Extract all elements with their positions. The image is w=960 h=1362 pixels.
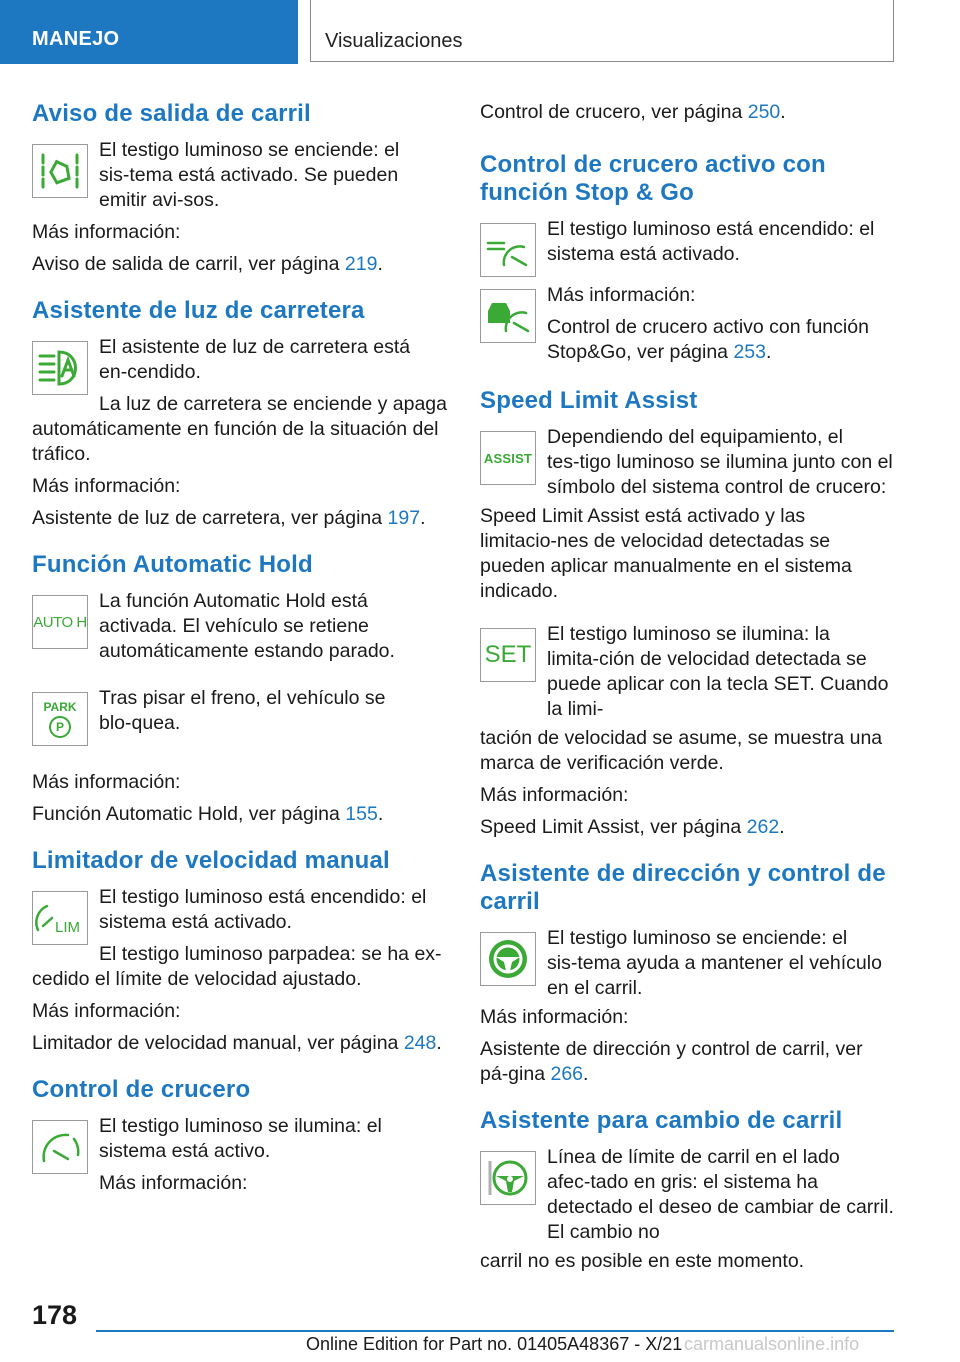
speed-limiter-text2b: cedido el límite de velocidad ajustado. bbox=[32, 968, 362, 990]
page-number: 178 bbox=[32, 1300, 78, 1330]
sla-more: Más información: bbox=[480, 784, 629, 806]
watermark: carmanualsonline.info bbox=[684, 1334, 860, 1354]
speed-limiter-text1: El testigo luminoso está encendido: el sistema está activado. bbox=[99, 886, 427, 933]
acc-ref: Control de crucero activo con función Stop&Go, ver página 253. bbox=[547, 316, 869, 363]
heading-high-beam: Asistente de luz de carretera bbox=[32, 297, 365, 324]
speed-limiter-ref: Limitador de velocidad manual, ver página 248. bbox=[32, 1032, 442, 1054]
lane-departure-warning-icon bbox=[32, 144, 88, 198]
section-cruise bbox=[32, 1076, 450, 1196]
high-beam-text1: El asistente de luz de carretera está en‑cendido. bbox=[99, 336, 411, 383]
steering-more: Más información: bbox=[480, 1006, 629, 1028]
page-link-250[interactable]: 250 bbox=[747, 101, 781, 123]
ref-text: Limitador de velocidad manual, ver página bbox=[32, 1032, 404, 1054]
right-column bbox=[480, 100, 898, 1294]
item-sla-2 bbox=[480, 622, 898, 722]
ref-text: Función Automatic Hold, ver página bbox=[32, 803, 346, 825]
lane-departure-ref: Aviso de salida de carril, ver página 219. bbox=[32, 253, 383, 275]
speed-limiter-icon bbox=[32, 891, 88, 945]
left-column bbox=[32, 100, 450, 1216]
auto-hold-icon-text: AUTO H bbox=[33, 613, 87, 631]
page-link-262[interactable]: 262 bbox=[746, 816, 780, 838]
ref-text: Control de crucero activo con función Stop&Go, ver página bbox=[547, 316, 869, 363]
speed-limiter-more: Más información: bbox=[32, 1000, 181, 1022]
item-lane-departure bbox=[32, 138, 450, 213]
sla-text1a: Dependiendo del equipamiento, el tes‑tigo luminoso se ilumina junto con el símbolo del sistema control de crucero: bbox=[547, 426, 893, 498]
lane-change-text1a: Línea de límite de carril en el lado afec‑tado en gris: el sistema ha detectado el deseo de cambiar de carril. El cambio no bbox=[547, 1146, 894, 1243]
section-lane-departure bbox=[32, 100, 450, 277]
item-steering bbox=[480, 926, 898, 1001]
footer-divider bbox=[96, 1330, 894, 1332]
auto-hold-more: Más información: bbox=[32, 771, 181, 793]
auto-hold-ref: Función Automatic Hold, ver página 155. bbox=[32, 803, 384, 825]
section-label: MANEJO bbox=[32, 28, 120, 50]
ref-text: Asistente de dirección y control de carril, ver pá‑gina bbox=[480, 1038, 863, 1085]
sla-set-icon bbox=[480, 628, 536, 682]
park-brake-icon bbox=[32, 692, 88, 746]
high-beam-more: Más información: bbox=[32, 475, 181, 497]
acc-stop-go-icon bbox=[480, 223, 536, 277]
chapter-title: Visualizaciones bbox=[325, 30, 463, 52]
high-beam-text2b: automáticamente en función de la situación del tráfico. bbox=[32, 418, 439, 465]
sla-ref: Speed Limit Assist, ver página 262. bbox=[480, 816, 785, 838]
heading-sla: Speed Limit Assist bbox=[480, 387, 698, 414]
acc-vehicle-detected-icon bbox=[480, 289, 536, 343]
heading-steering: Asistente de dirección y control de carril bbox=[480, 860, 886, 915]
section-acc bbox=[480, 151, 898, 365]
sla-text2b: tación de velocidad se asume, se muestra una marca de verificación verde. bbox=[480, 727, 883, 774]
acc-more: Más información: bbox=[547, 284, 696, 306]
heading-lane-departure: Aviso de salida de carril bbox=[32, 100, 311, 127]
section-speed-limiter bbox=[32, 847, 450, 1056]
page-link-253[interactable]: 253 bbox=[733, 341, 766, 363]
page-link-155[interactable]: 155 bbox=[345, 803, 378, 825]
item-sla-1 bbox=[480, 425, 898, 500]
sla-icon-text: ASSIST bbox=[483, 450, 533, 466]
page-link-197[interactable]: 197 bbox=[387, 507, 421, 529]
section-tab bbox=[0, 0, 298, 64]
section-high-beam bbox=[32, 297, 450, 531]
page-link-219[interactable]: 219 bbox=[344, 253, 378, 275]
item-lane-change bbox=[480, 1145, 898, 1245]
set-icon-text: SET bbox=[484, 641, 532, 668]
svg-text:LIM: LIM bbox=[55, 919, 81, 936]
cruise-more: Más información: bbox=[99, 1172, 248, 1194]
item-park bbox=[32, 686, 450, 748]
ref-text: Speed Limit Assist, ver página bbox=[480, 816, 747, 838]
item-cruise bbox=[32, 1114, 450, 1196]
page-link-248[interactable]: 248 bbox=[403, 1032, 437, 1054]
ref-text: Aviso de salida de carril, ver página bbox=[32, 253, 345, 275]
speed-limiter-text2a: El testigo luminoso parpadea: se ha ex‑ bbox=[99, 943, 442, 965]
lane-departure-more: Más información: bbox=[32, 221, 181, 243]
steering-ref: Asistente de dirección y control de carril, ver pá‑gina 266. bbox=[480, 1038, 863, 1085]
lane-change-text1b: carril no es posible en este momento. bbox=[480, 1250, 805, 1272]
item-high-beam bbox=[32, 335, 450, 417]
page-link-266[interactable]: 266 bbox=[550, 1063, 584, 1085]
steering-text1a: El testigo luminoso se enciende: el sis‑tema ayuda a mantener el vehículo en el carril. bbox=[547, 927, 882, 999]
ref-text: Control de crucero, ver página bbox=[480, 101, 748, 123]
item-speed-limiter bbox=[32, 885, 450, 967]
cruise-ref: Control de crucero, ver página 250. bbox=[480, 101, 786, 123]
lane-change-icon bbox=[480, 1151, 536, 1205]
section-lane-change bbox=[480, 1107, 898, 1274]
park-icon-letter: P bbox=[55, 719, 64, 734]
high-beam-ref: Asistente de luz de carretera, ver página 197. bbox=[32, 507, 426, 529]
section-steering bbox=[480, 860, 898, 1087]
high-beam-assist-icon bbox=[32, 341, 88, 395]
acc-text1: El testigo luminoso está encendido: el sistema está activado. bbox=[547, 218, 875, 265]
cruise-control-icon bbox=[32, 1120, 88, 1174]
heading-speed-limiter: Limitador de velocidad manual bbox=[32, 847, 390, 874]
sla-text1b: Speed Limit Assist está activado y las limitacio‑nes de velocidad detectadas se pueden aplicar manualmente en el sistema indicado. bbox=[480, 505, 852, 602]
auto-hold-icon bbox=[32, 595, 88, 649]
high-beam-text2a: La luz de carretera se enciende y apaga bbox=[99, 393, 447, 415]
ref-text: Asistente de luz de carretera, ver página bbox=[32, 507, 388, 529]
sla-text2a: El testigo luminoso se ilumina: la limita‑ción de velocidad detectada se puede aplicar con la tecla SET. Cuando la limi‑ bbox=[547, 623, 889, 720]
auto-hold-text2: Tras pisar el freno, el vehículo se blo‑quea. bbox=[99, 687, 386, 734]
section-auto-hold bbox=[32, 551, 450, 827]
heading-auto-hold: Función Automatic Hold bbox=[32, 551, 313, 578]
cruise-text1: El testigo luminoso se ilumina: el sistema está activo. bbox=[99, 1115, 382, 1162]
section-sla bbox=[480, 387, 898, 840]
edition-text: Online Edition for Part no. 01405A48367 - X/21 bbox=[306, 1334, 683, 1354]
steering-assist-icon bbox=[480, 932, 536, 986]
item-auto-hold bbox=[32, 589, 450, 664]
item-acc-1 bbox=[480, 217, 898, 279]
speed-limit-assist-icon bbox=[480, 431, 536, 485]
item-acc-2 bbox=[480, 283, 898, 365]
chapter-header bbox=[310, 0, 894, 62]
park-circle-icon bbox=[49, 716, 71, 738]
heading-cruise: Control de crucero bbox=[32, 1076, 251, 1103]
heading-lane-change: Asistente para cambio de carril bbox=[480, 1107, 843, 1134]
lane-departure-text: El testigo luminoso se enciende: el sis‑tema está activado. Se pueden emitir avi‑sos. bbox=[99, 139, 400, 211]
heading-acc: Control de crucero activo con función Stop & Go bbox=[480, 151, 826, 206]
park-icon-label: PARK bbox=[43, 699, 77, 714]
auto-hold-text1: La función Automatic Hold está activada. El vehículo se retiene automáticamente estando parado. bbox=[99, 590, 395, 662]
